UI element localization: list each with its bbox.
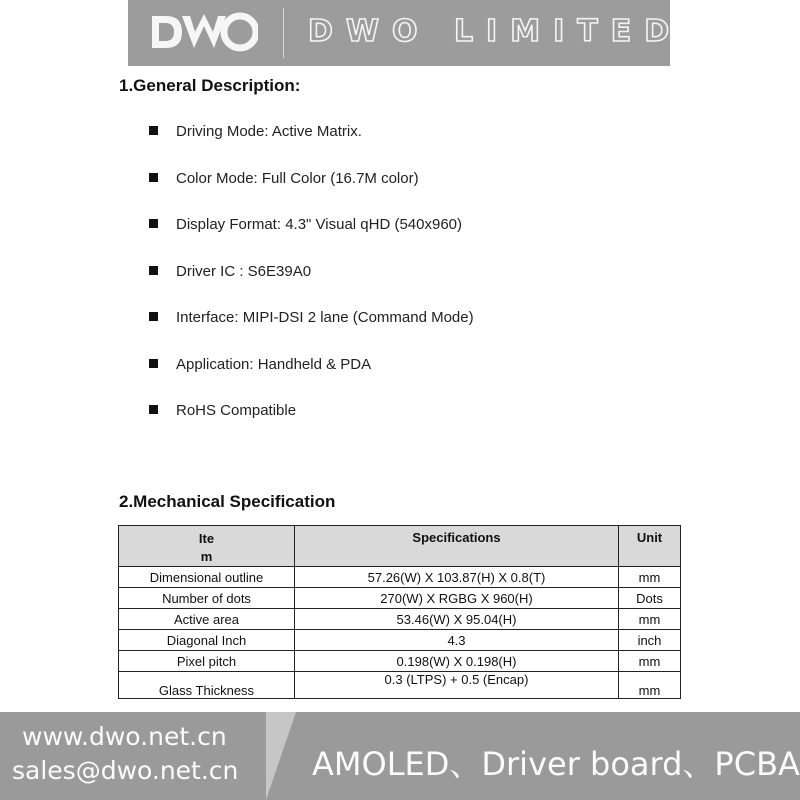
company-name: DWO LIMITED [308, 14, 683, 49]
table-row [119, 630, 681, 651]
website-link[interactable]: www.dwo.net.cn [22, 722, 227, 751]
description-item-text: Color Mode: Full Color (16.7M color) [176, 169, 419, 187]
table-row [119, 609, 681, 630]
table-cell-spec: 4.3 [295, 630, 619, 651]
table-cell-unit: mm [619, 651, 681, 672]
table-row [119, 672, 681, 699]
description-list-item [149, 123, 362, 140]
dwo-logo [150, 12, 258, 52]
table-cell-item: Active area [119, 609, 295, 630]
table-row [119, 588, 681, 609]
description-item-text: Driver IC : S6E39A0 [176, 262, 312, 280]
column-header-item: Item [119, 526, 295, 567]
table-row [119, 651, 681, 672]
table-cell-spec: 270(W) X RGBG X 960(H) [295, 588, 619, 609]
table-cell-item: Dimensional outline [119, 567, 295, 588]
footer-tagline: AMOLED、Driver board、PCBA [312, 745, 800, 783]
column-header-specifications: Specifications [295, 526, 619, 567]
table-cell-unit: inch [619, 630, 681, 651]
table-cell-item: Number of dots [119, 588, 295, 609]
description-list-item [149, 309, 474, 326]
table-cell-spec: 57.26(W) X 103.87(H) X 0.8(T) [295, 567, 619, 588]
description-item-text: RoHS Compatible [176, 402, 297, 419]
description-list-item [149, 216, 462, 233]
table-cell-unit: mm [619, 672, 681, 699]
table-cell-item: Diagonal Inch [119, 630, 295, 651]
bullet-square-icon [149, 312, 158, 321]
table-cell-spec: 53.46(W) X 95.04(H) [295, 609, 619, 630]
banner-divider [283, 8, 284, 58]
description-item-text: Interface: MIPI-DSI 2 lane (Command Mode) [176, 309, 474, 326]
description-list-item [149, 263, 311, 280]
mechanical-spec-table [118, 525, 681, 699]
table-cell-unit: mm [619, 609, 681, 630]
description-list-item [149, 356, 371, 373]
table-cell-spec: 0.3 (LTPS) + 0.5 (Encap) [295, 672, 619, 699]
table-header-row [119, 526, 681, 567]
column-header-unit: Unit [619, 526, 681, 567]
description-item-text: Application: Handheld & PDA [176, 355, 372, 373]
bullet-square-icon [149, 359, 158, 368]
bullet-square-icon [149, 173, 158, 182]
bullet-square-icon [149, 405, 158, 414]
mechanical-spec-heading: 2.Mechanical Specification [119, 492, 336, 511]
bullet-square-icon [149, 219, 158, 228]
description-item-text: Display Format: 4.3" Visual qHD (540x960) [176, 216, 463, 233]
table-cell-item: Glass Thickness [119, 672, 295, 699]
bullet-square-icon [149, 266, 158, 275]
table-cell-unit: Dots [619, 588, 681, 609]
table-cell-unit: mm [619, 567, 681, 588]
header-banner [128, 0, 683, 66]
table-row [119, 567, 681, 588]
general-description-heading: 1.General Description: [119, 76, 301, 95]
description-list-item [149, 402, 296, 419]
table-cell-item: Pixel pitch [119, 651, 295, 672]
description-item-text: Driving Mode: Active Matrix. [176, 123, 362, 140]
description-list-item [149, 170, 419, 187]
email-link[interactable]: sales@dwo.net.cn [12, 756, 239, 785]
bullet-square-icon [149, 126, 158, 135]
table-cell-spec: 0.198(W) X 0.198(H) [295, 651, 619, 672]
